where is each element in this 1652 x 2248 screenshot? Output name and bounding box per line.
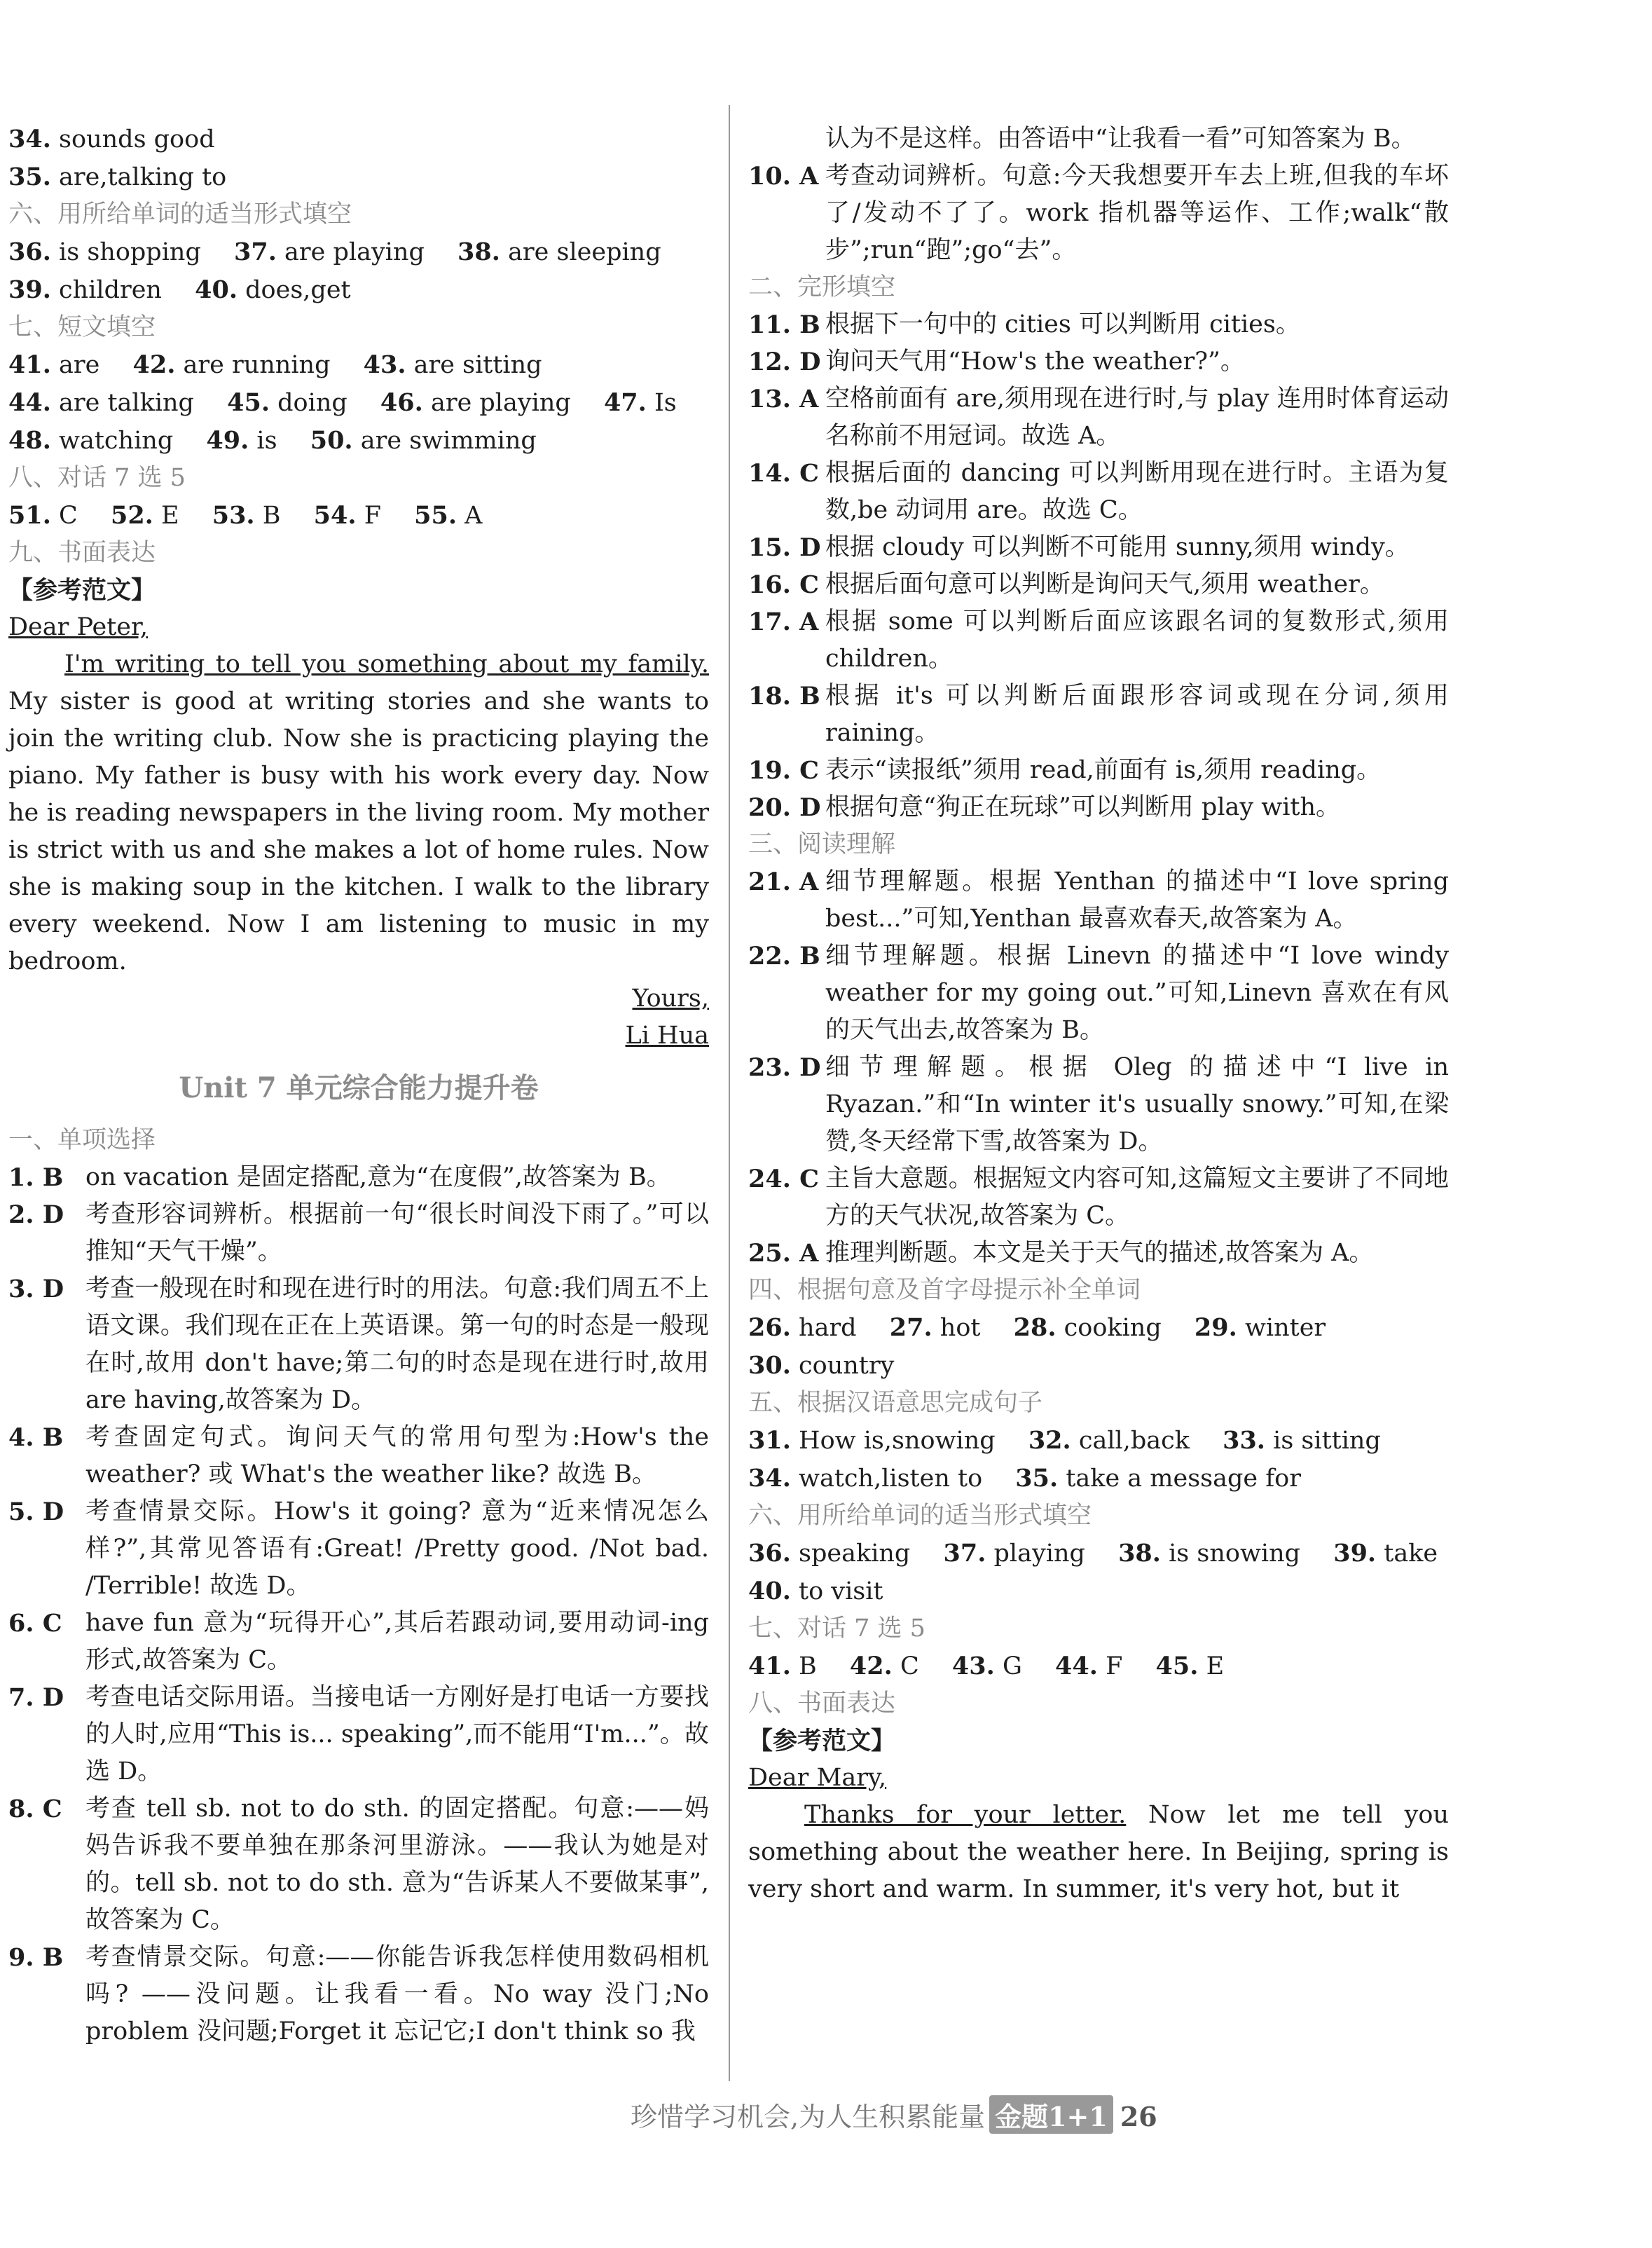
explanation-item: 25. A 推理判断题。本文是关于天气的描述,故答案为 A。 — [748, 1239, 1374, 1268]
explanation-item: 14. C 根据后面的 dancing 可以判断用现在进行时。主语为复数,be 动词用 are。故选 C。 — [748, 459, 1449, 524]
explanation-item: 11. B 根据下一句中的 cities 可以判断用 cities。 — [748, 310, 1300, 339]
section-heading: 七、对话 7 选 5 — [748, 1615, 925, 1643]
explanation-item: 21. A 细节理解题。根据 Yenthan 的描述中“I love spring best...”可知,Yenthan 最喜欢春天,故答案为 A。 — [748, 868, 1449, 933]
explanation-item: 5. D 考查情景交际。How's it going? 意为“近来情况怎么样?”,其常见答语有:Great! /Pretty good. /Not bad. /Terrible! 故选 D。 — [8, 1497, 709, 1600]
unit-title: Unit 7 单元综合能力提升卷 — [179, 1071, 539, 1104]
explanation-item: 24. C 主旨大意题。根据短文内容可知,这篇短文主要讲了不同地方的天气状况,故答案为 C。 — [748, 1165, 1449, 1230]
answer-line: 36. speaking 37. playing 38. is snowing 39. take — [748, 1539, 1438, 1568]
answer-line: 41. B 42. C 43. G 44. F 45. E — [748, 1652, 1225, 1680]
explanation-item: 17. A 根据 some 可以判断后面应该跟名词的复数形式,须用 children。 — [748, 608, 1449, 673]
explanation-item: 3. D 考查一般现在时和现在进行时的用法。句意:我们周五不上语文课。我们现在正在上英语课。第一句的时态是一般现在时,故用 don't have;第二句的时态是现在进行时,故用 are having,故答案为 D。 — [8, 1275, 709, 1414]
answer-line: 51. C 52. E 53. B 54. F 55. A — [8, 501, 483, 530]
essay-closing: Yours, — [632, 985, 709, 1013]
answer-line: 30. country — [748, 1351, 895, 1380]
section-heading: 八、对话 7 选 5 — [8, 464, 186, 492]
model-essay-label: 【参考范文】 — [8, 576, 156, 605]
essay-signer: Li Hua — [625, 1022, 709, 1050]
explanation-item: 4. B 考查固定句式。询问天气的常用句型为:How's the weather? 或 What's the weather like? 故选 B。 — [8, 1423, 709, 1488]
explanation-item: 22. B 细节理解题。根据 Linevn 的描述中“I love windy weather for my going out.”可知,Linevn 喜欢在有风的天气出去,故答案为 B。 — [748, 942, 1449, 1044]
explanation-item: 6. C have fun 意为“玩得开心”,其后若跟动词,要用动词-ing 形式,故答案为 C。 — [8, 1609, 709, 1674]
section-heading: 一、单项选择 — [8, 1126, 156, 1154]
explanation-item: 2. D 考查形容词辨析。根据前一句“很长时间没下雨了。”可以推知“天气干燥”。 — [8, 1200, 709, 1266]
answer-line: 48. watching 49. is 50. are swimming — [8, 426, 537, 455]
page-footer — [631, 2095, 1157, 2134]
section-heading: 六、用所给单词的适当形式填空 — [748, 1502, 1092, 1530]
answer-line: 41. are 42. are running 43. are sitting — [8, 350, 542, 379]
essay-body: I'm writing to tell you something about my family. My sister is good at writing stories and she wants to join the writing club. Now she is practicing playing the piano. My father is busy with his work every day. Now he is reading newspapers in the living room. My mother is strict with us and she makes a lot of home rules. Now she is making soup in the kitchen. I walk to the library every weekend. Now I am listening to music in my bedroom. — [8, 650, 709, 975]
answer-line: 44. are talking 45. doing 46. are playing 47. Is — [8, 388, 677, 417]
answer-line: 34. sounds good — [8, 125, 215, 153]
section-heading: 五、根据汉语意思完成句子 — [748, 1389, 1043, 1417]
section-heading: 二、完形填空 — [748, 273, 896, 301]
section-heading: 七、短文填空 — [8, 313, 156, 341]
explanation-item: 19. C 表示“读报纸”须用 read,前面有 is,须用 reading。 — [748, 756, 1382, 785]
answer-line: 40. to visit — [748, 1577, 883, 1605]
explanation-item: 18. B 根据 it's 可以判断后面跟形容词或现在分词,须用 raining。 — [748, 682, 1449, 747]
section-heading: 三、阅读理解 — [748, 830, 896, 858]
section-heading: 六、用所给单词的适当形式填空 — [8, 200, 352, 228]
explanation-item: 9. B 考查情景交际。句意:——你能告诉我怎样使用数码相机吗? ——没问题。让我看一看。No way 没门;No problem 没问题;Forget it 忘记它;I don't think so 我 — [8, 1943, 709, 2045]
explanation-item: 13. A 空格前面有 are,须用现在进行时,与 play 连用时体育运动名称前不用冠词。故选 A。 — [748, 385, 1449, 450]
explanation-item: 16. C 根据后面句意可以判断是询问天气,须用 weather。 — [748, 570, 1384, 599]
answer-line: 26. hard 27. hot 28. cooking 29. winter — [748, 1313, 1326, 1342]
essay-greeting: Dear Mary, — [748, 1764, 887, 1792]
explanation-item: 8. C 考查 tell sb. not to do sth. 的固定搭配。句意:——妈妈告诉我不要单独在那条河里游泳。——我认为她是对的。tell sb. not to do sth. 意为“告诉某人不要做某事”,故答案为 C。 — [8, 1795, 709, 1934]
left-column — [8, 121, 709, 2072]
answer-line: 31. How is,snowing 32. call,back 33. is sitting — [748, 1426, 1381, 1455]
explanation-item: 1. B on vacation 是固定搭配,意为“在度假”,故答案为 B。 — [8, 1163, 671, 1192]
answer-line: 39. children 40. does,get — [8, 275, 351, 304]
explanation-item: 23. D 细节理解题。根据 Oleg 的描述中“I live in Ryazan.”和“In winter it's usually snowy.”可知,在梁赞,冬天经常下雪,故答案为 D。 — [748, 1053, 1449, 1156]
essay-greeting: Dear Peter, — [8, 613, 148, 641]
column-divider — [729, 105, 730, 2081]
essay-body: Thanks for your letter. Now let me tell you something about the weather here. In Beijing, spring is very short and warm. In summer, it's very hot, but it — [748, 1801, 1449, 1903]
answer-line: 34. watch,listen to 35. take a message for — [748, 1464, 1301, 1493]
answer-line: 35. are,talking to — [8, 163, 227, 191]
page-number: 26 — [1120, 2101, 1157, 2132]
explanation-item: 20. D 根据句意“狗正在玩球”可以判断用 play with。 — [748, 793, 1341, 822]
section-heading: 九、书面表达 — [8, 539, 156, 567]
explanation-item: 7. D 考查电话交际用语。当接电话一方刚好是打电话一方要找的人时,应用“This is... speaking”,而不能用“I'm...”。故选 D。 — [8, 1683, 709, 1786]
footer-slogan: 珍惜学习机会,为人生积累能量 — [631, 2102, 986, 2132]
section-heading: 四、根据句意及首字母提示补全单词 — [748, 1276, 1141, 1304]
explanation-item: 12. D 询问天气用“How's the weather?”。 — [748, 348, 1245, 376]
explanation-continuation: 认为不是这样。由答语中“让我看一看”可知答案为 B。 — [825, 125, 1416, 153]
brand-badge: 金题1+1 — [989, 2095, 1113, 2134]
right-column — [748, 121, 1449, 2072]
model-essay-label: 【参考范文】 — [748, 1727, 896, 1755]
left-top-answers — [8, 121, 709, 196]
section-heading: 八、书面表达 — [748, 1690, 896, 1718]
explanation-item: 15. D 根据 cloudy 可以判断不可能用 sunny,须用 windy。 — [748, 533, 1410, 562]
answer-line: 36. is shopping 37. are playing 38. are sleeping — [8, 238, 661, 266]
explanation-item: 10. A 考查动词辨析。句意:今天我想要开车去上班,但我的车坏了/发动不了了。work 指机器等运作、工作;walk“散步”;run“跑”;go“去”。 — [748, 162, 1449, 264]
